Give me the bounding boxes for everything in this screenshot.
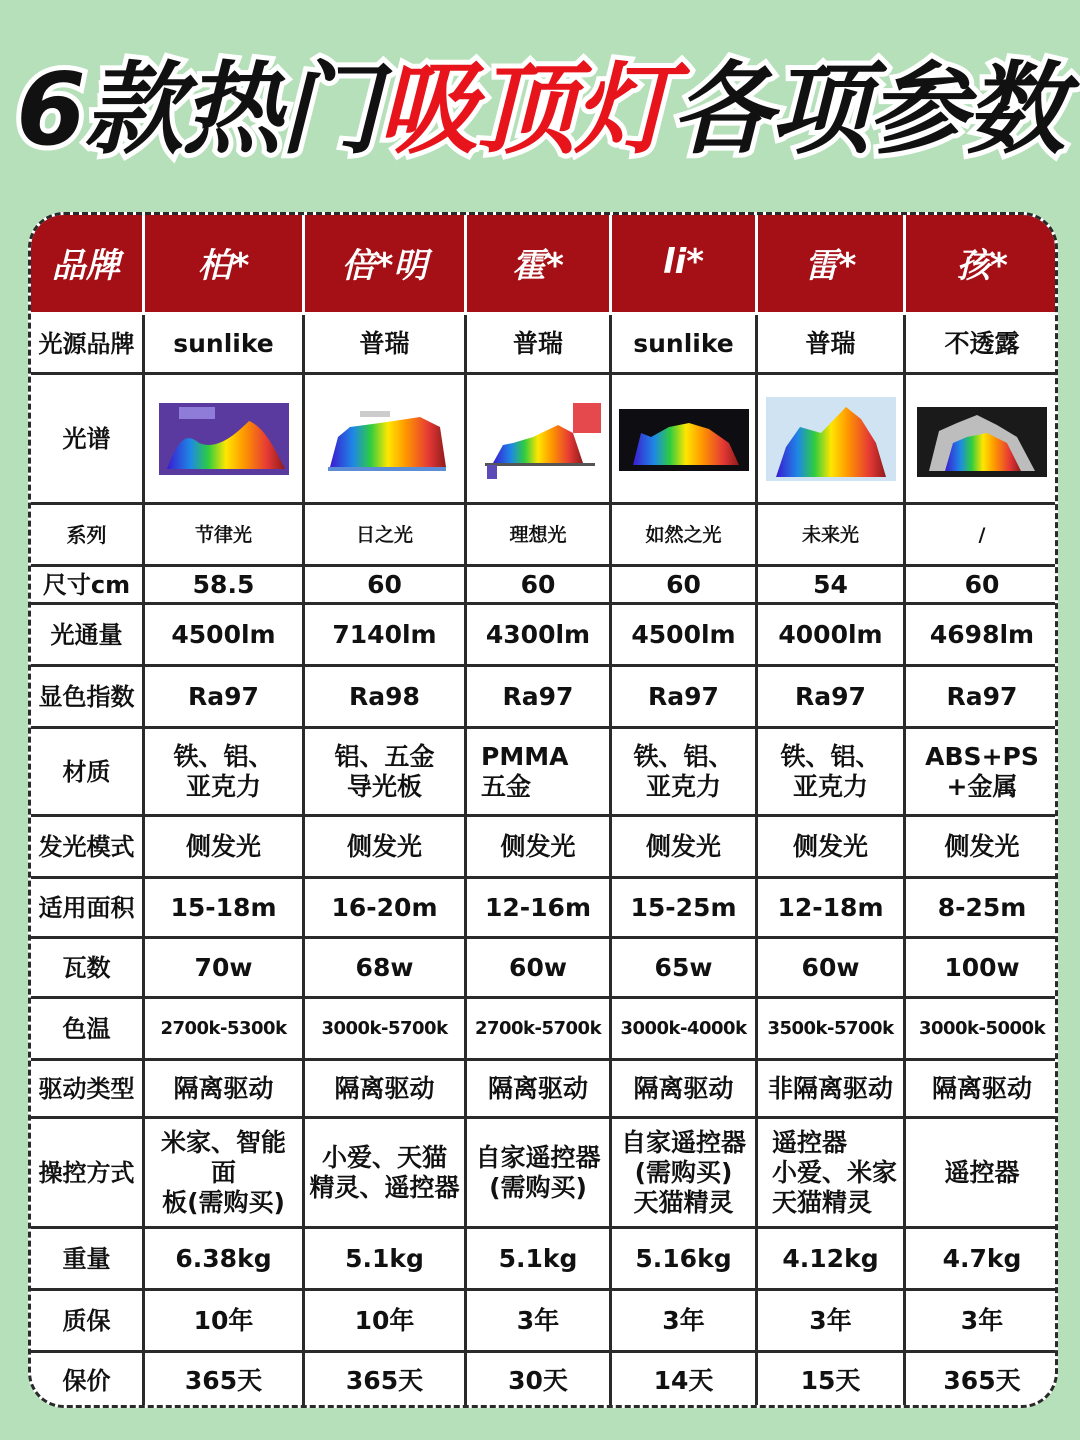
cell: 米家、智能面 板(需购买)	[144, 1118, 304, 1228]
cell: 铁、铝、 亚克力	[611, 728, 757, 816]
row-label: 发光模式	[30, 816, 144, 878]
cell: 理想光	[466, 504, 611, 566]
header-brand-3: 霍*	[466, 212, 611, 314]
title-part-2: 吸顶灯	[377, 51, 672, 168]
cell: 隔离驱动	[304, 1060, 466, 1118]
title-part-3: 各项参数	[671, 51, 1064, 168]
cell: 15-25m	[611, 878, 757, 938]
row-label: 光通量	[30, 604, 144, 666]
cell: 54	[757, 566, 905, 604]
row-light-mode	[30, 816, 1059, 878]
row-cri	[30, 666, 1059, 728]
cell: 普瑞	[466, 314, 611, 374]
cell: 8-25m	[905, 878, 1059, 938]
row-weight	[30, 1228, 1059, 1290]
cell: 未来光	[757, 504, 905, 566]
cell: 隔离驱动	[611, 1060, 757, 1118]
cell: sunlike	[144, 314, 304, 374]
row-luminous-flux	[30, 604, 1059, 666]
cell: 16-20m	[304, 878, 466, 938]
cell: Ra97	[757, 666, 905, 728]
row-material	[30, 728, 1059, 816]
row-wattage	[30, 938, 1059, 998]
cell: /	[905, 504, 1059, 566]
cell: 普瑞	[757, 314, 905, 374]
cell: 4500lm	[144, 604, 304, 666]
cell: 自家遥控器 (需购买) 天猫精灵	[611, 1118, 757, 1228]
cell: Ra97	[611, 666, 757, 728]
spectrum-chart-2	[320, 397, 450, 481]
cell: 60	[905, 566, 1059, 604]
cell: 5.16kg	[611, 1228, 757, 1290]
cell: 侧发光	[144, 816, 304, 878]
row-label: 尺寸cm	[30, 566, 144, 604]
spectrum-chart-1	[159, 397, 289, 481]
cell: 60	[466, 566, 611, 604]
title-part-1: 6款热门	[16, 51, 378, 168]
row-label: 材质	[30, 728, 144, 816]
cell: 14天	[611, 1352, 757, 1409]
comparison-card	[28, 212, 1058, 1408]
header-row	[30, 212, 1059, 314]
cell: 7140lm	[304, 604, 466, 666]
row-label: 光谱	[30, 374, 144, 504]
comparison-table	[28, 212, 1058, 1408]
cell: 侧发光	[905, 816, 1059, 878]
cell: 4.12kg	[757, 1228, 905, 1290]
cell: 10年	[304, 1290, 466, 1352]
cell: 365天	[905, 1352, 1059, 1409]
cell: 侧发光	[611, 816, 757, 878]
spectrum-cell	[757, 374, 905, 504]
cell: 侧发光	[757, 816, 905, 878]
cell: 自家遥控器 (需购买)	[466, 1118, 611, 1228]
cell: 60	[611, 566, 757, 604]
header-brand-5: 雷*	[757, 212, 905, 314]
cell: 10年	[144, 1290, 304, 1352]
cell: 铝、五金 导光板	[304, 728, 466, 816]
row-driver	[30, 1060, 1059, 1118]
spectrum-cell	[466, 374, 611, 504]
cell: 3年	[611, 1290, 757, 1352]
row-spectrum	[30, 374, 1059, 504]
cell: 68w	[304, 938, 466, 998]
row-size	[30, 566, 1059, 604]
cell: 3年	[757, 1290, 905, 1352]
row-control	[30, 1118, 1059, 1228]
cell: 70w	[144, 938, 304, 998]
spectrum-chart-3	[473, 397, 603, 481]
page-title	[0, 40, 1080, 180]
cell: 3000k-5700k	[304, 998, 466, 1060]
cell: Ra97	[144, 666, 304, 728]
cell: 铁、铝、 亚克力	[757, 728, 905, 816]
cell: Ra97	[905, 666, 1059, 728]
cell: 30天	[466, 1352, 611, 1409]
cell: 日之光	[304, 504, 466, 566]
cell: Ra98	[304, 666, 466, 728]
cell: 3000k-4000k	[611, 998, 757, 1060]
cell: Ra97	[466, 666, 611, 728]
row-label: 色温	[30, 998, 144, 1060]
cell: 4.7kg	[905, 1228, 1059, 1290]
spectrum-chart-4	[619, 397, 749, 481]
spectrum-chart-5	[766, 397, 896, 481]
cell: 3500k-5700k	[757, 998, 905, 1060]
spectrum-cell	[144, 374, 304, 504]
cell: sunlike	[611, 314, 757, 374]
cell: 4300lm	[466, 604, 611, 666]
row-warranty	[30, 1290, 1059, 1352]
cell: 3年	[905, 1290, 1059, 1352]
cell: 3年	[466, 1290, 611, 1352]
cell: 遥控器 小爱、米家 天猫精灵	[757, 1118, 905, 1228]
header-brand-4: li*	[611, 212, 757, 314]
header-brand-label: 品牌	[30, 212, 144, 314]
cell: 非隔离驱动	[757, 1060, 905, 1118]
row-color-temp	[30, 998, 1059, 1060]
cell: 普瑞	[304, 314, 466, 374]
spectrum-cell	[611, 374, 757, 504]
cell: 3000k-5000k	[905, 998, 1059, 1060]
row-label: 操控方式	[30, 1118, 144, 1228]
cell: 隔离驱动	[144, 1060, 304, 1118]
row-label: 驱动类型	[30, 1060, 144, 1118]
spectrum-chart-6	[917, 397, 1047, 481]
row-area	[30, 878, 1059, 938]
header-brand-2: 倍*明	[304, 212, 466, 314]
cell: 4698lm	[905, 604, 1059, 666]
row-series	[30, 504, 1059, 566]
cell: 4500lm	[611, 604, 757, 666]
cell: 铁、铝、 亚克力	[144, 728, 304, 816]
row-light-source	[30, 314, 1059, 374]
cell: 隔离驱动	[905, 1060, 1059, 1118]
cell: 5.1kg	[304, 1228, 466, 1290]
spectrum-cell	[304, 374, 466, 504]
row-label: 重量	[30, 1228, 144, 1290]
cell: 58.5	[144, 566, 304, 604]
row-label: 保价	[30, 1352, 144, 1409]
row-label: 显色指数	[30, 666, 144, 728]
row-label: 光源品牌	[30, 314, 144, 374]
cell: 60w	[466, 938, 611, 998]
cell: 侧发光	[466, 816, 611, 878]
cell: 遥控器	[905, 1118, 1059, 1228]
cell: 2700k-5300k	[144, 998, 304, 1060]
header-brand-1: 柏*	[144, 212, 304, 314]
row-label: 质保	[30, 1290, 144, 1352]
cell: 如然之光	[611, 504, 757, 566]
cell: 60	[304, 566, 466, 604]
cell: 小爱、天猫 精灵、遥控器	[304, 1118, 466, 1228]
cell: PMMA 五金	[466, 728, 611, 816]
cell: 6.38kg	[144, 1228, 304, 1290]
cell: 15-18m	[144, 878, 304, 938]
cell: 100w	[905, 938, 1059, 998]
cell: 2700k-5700k	[466, 998, 611, 1060]
cell: 60w	[757, 938, 905, 998]
cell: 节律光	[144, 504, 304, 566]
cell: 5.1kg	[466, 1228, 611, 1290]
cell: 12-16m	[466, 878, 611, 938]
cell: 4000lm	[757, 604, 905, 666]
spectrum-cell	[905, 374, 1059, 504]
row-price-protection	[30, 1352, 1059, 1409]
cell: 12-18m	[757, 878, 905, 938]
cell: 15天	[757, 1352, 905, 1409]
row-label: 系列	[30, 504, 144, 566]
cell: 365天	[304, 1352, 466, 1409]
row-label: 适用面积	[30, 878, 144, 938]
cell: 65w	[611, 938, 757, 998]
cell: 不透露	[905, 314, 1059, 374]
cell: 隔离驱动	[466, 1060, 611, 1118]
cell: 侧发光	[304, 816, 466, 878]
cell: ABS+PS +金属	[905, 728, 1059, 816]
row-label: 瓦数	[30, 938, 144, 998]
cell: 365天	[144, 1352, 304, 1409]
header-brand-6: 孩*	[905, 212, 1059, 314]
